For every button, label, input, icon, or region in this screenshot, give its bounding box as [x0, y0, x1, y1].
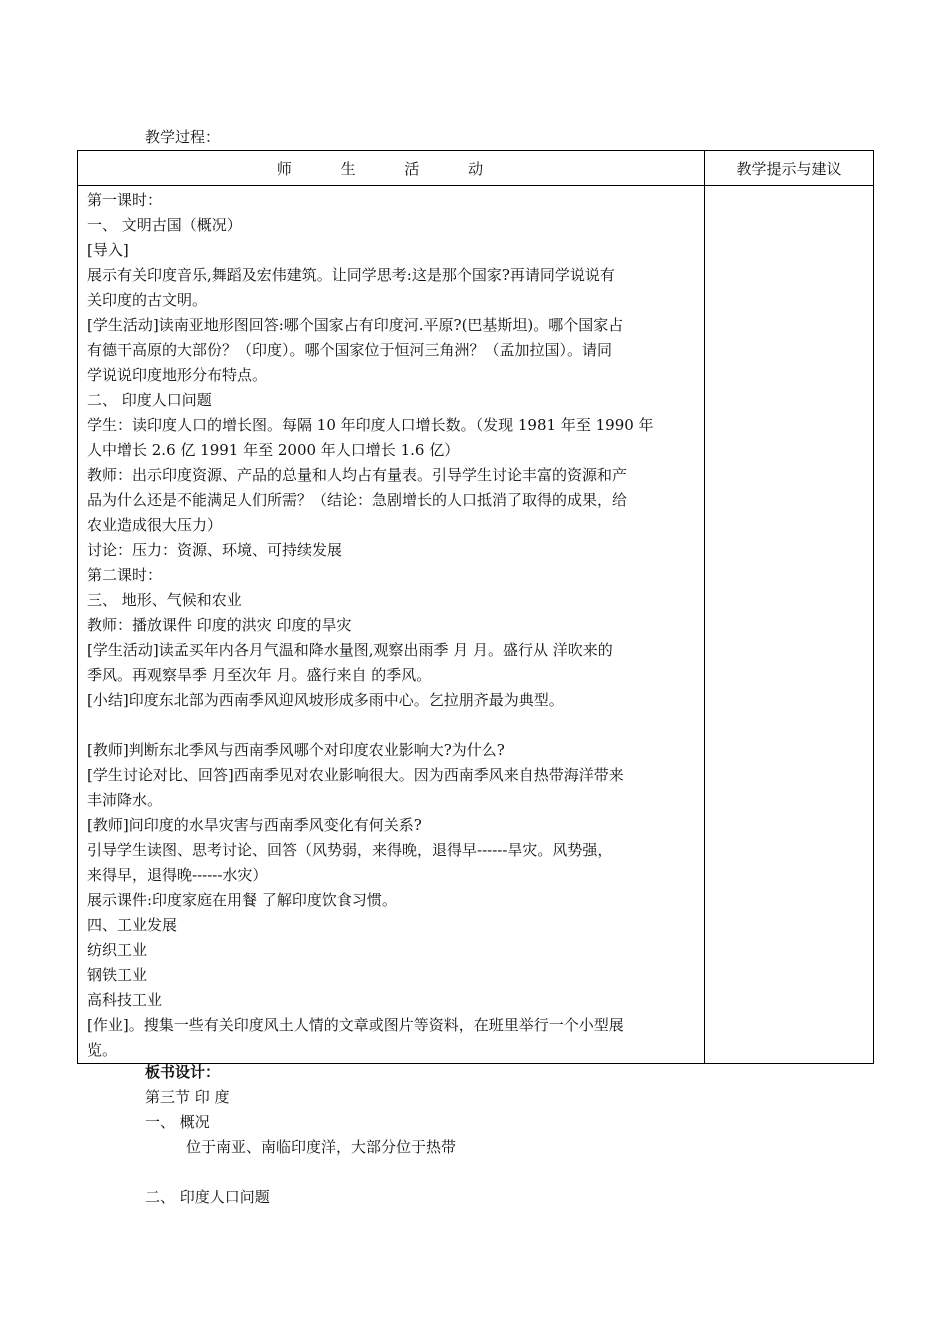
board-line: 二、 印度人口问题 — [145, 1188, 270, 1206]
board-design — [145, 1060, 456, 1210]
header-activities: 师 生 活 动 — [78, 151, 705, 186]
activity-line: 一、 文明古国（概况） — [87, 216, 242, 234]
activity-line: [学生活动]读孟买年内各月气温和降水量图,观察出雨季 月 月。盛行从 洋吹来的 — [87, 641, 613, 659]
activity-line: 展示课件:印度家庭在用餐 了解印度饮食习惯。 — [87, 891, 397, 909]
table-body-row — [78, 186, 874, 1064]
activities-cell — [78, 186, 705, 1064]
activity-line: 二、 印度人口问题 — [87, 391, 212, 409]
activity-line: [学生活动]读南亚地形图回答:哪个国家占有印度河.平原?(巴基斯坦)。哪个国家占 — [87, 316, 624, 334]
activities-text — [78, 186, 704, 1063]
lesson-table — [77, 150, 874, 1064]
activity-line: [教师]问印度的水旱灾害与西南季风变化有何关系? — [87, 816, 422, 834]
activity-line: 高科技工业 — [87, 991, 163, 1009]
activity-line: 三、 地形、气候和农业 — [87, 591, 242, 609]
activity-line: 览。 — [87, 1041, 118, 1059]
activity-line: [学生讨论对比、回答]西南季见对农业影响很大。因为西南季风来自热带海洋带来 — [87, 766, 624, 784]
activity-line: 有德干高原的大部份？（印度）。哪个国家位于恒河三角洲？（孟加拉国）。请同 — [87, 341, 613, 359]
activity-line: [作业]。搜集一些有关印度风土人情的文章或图片等资料，在班里举行一个小型展 — [87, 1016, 624, 1034]
tips-cell — [705, 186, 874, 1064]
board-line: 位于南亚、南临印度洋，大部分位于热带 — [186, 1138, 457, 1156]
activity-line: 人中增长 2.6 亿 1991 年至 2000 年人口增长 1.6 亿） — [87, 441, 460, 459]
activity-line: 第二课时： — [87, 566, 163, 584]
board-title: 板书设计： — [145, 1063, 221, 1081]
activity-line: [教师]判断东北季风与西南季风哪个对印度农业影响大?为什么? — [87, 741, 505, 759]
activity-line: [小结]印度东北部为西南季风迎风坡形成多雨中心。乞拉朋齐最为典型。 — [87, 691, 564, 709]
activity-line: [导入] — [87, 241, 129, 259]
activity-line: 学生：读印度人口的增长图。每隔 10 年印度人口增长数。（发现 1981 年至 1990 年 — [87, 416, 654, 434]
activity-line: 引导学生读图、思考讨论、回答（风势弱，来得晚，退得早------旱灾。风势强， — [87, 841, 613, 859]
activity-line: 钢铁工业 — [87, 966, 148, 984]
activity-line: 教师：出示印度资源、产品的总量和人均占有量表。引导学生讨论丰富的资源和产 — [87, 466, 628, 484]
section-heading: 教学过程： — [145, 128, 221, 146]
activity-line: 展示有关印度音乐,舞蹈及宏伟建筑。让同学思考:这是那个国家?再请同学说说有 — [87, 266, 615, 284]
activity-line: 第一课时： — [87, 191, 163, 209]
activity-line: 来得早，退得晚------水灾） — [87, 866, 268, 884]
activity-line: 季风。再观察旱季 月至次年 月。盛行来自 的季风。 — [87, 666, 432, 684]
activity-line: 丰沛降水。 — [87, 791, 163, 809]
activity-line: 讨论：压力：资源、环境、可持续发展 — [87, 541, 343, 559]
activity-line: 学说说印度地形分布特点。 — [87, 366, 268, 384]
board-gap — [145, 1160, 456, 1185]
header-tips: 教学提示与建议 — [705, 151, 874, 186]
board-line: 一、 概况 — [145, 1113, 210, 1131]
activity-line: 纺织工业 — [87, 941, 148, 959]
activity-line: 教师：播放课件 印度的洪灾 印度的旱灾 — [87, 616, 352, 634]
activity-line: 关印度的古文明。 — [87, 291, 208, 309]
activity-line: 四、工业发展 — [87, 916, 178, 934]
table-header-row — [78, 151, 874, 186]
activity-line — [87, 713, 696, 738]
activity-line: 品为什么还是不能满足人们所需？（结论：急剧增长的人口抵消了取得的成果，给 — [87, 491, 628, 509]
board-line: 第三节 印 度 — [145, 1088, 230, 1106]
activity-line: 农业造成很大压力） — [87, 516, 223, 534]
